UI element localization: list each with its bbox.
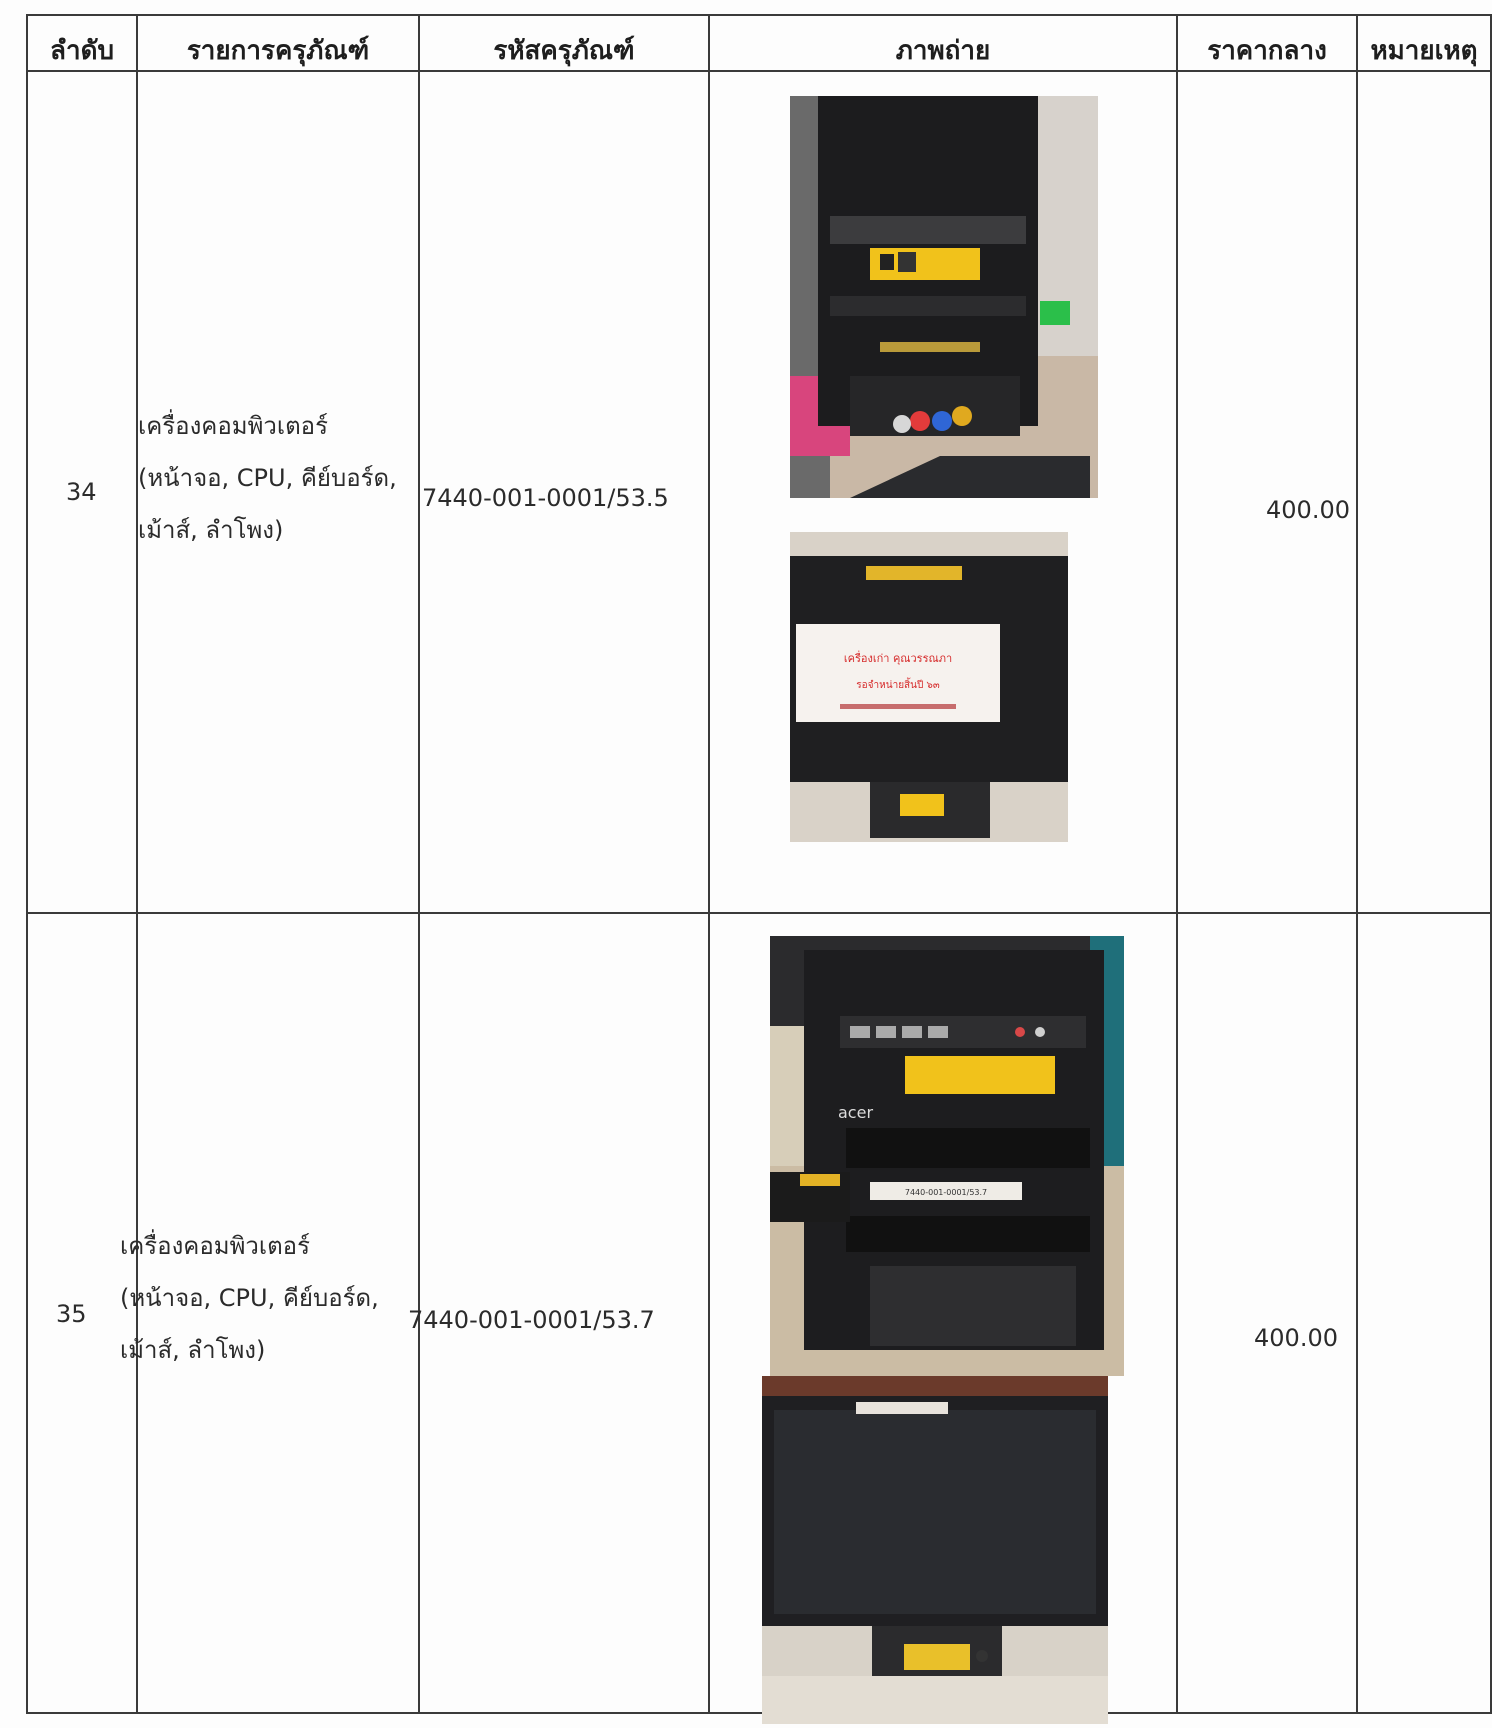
row-code: 7440-001-0001/53.5 [422, 484, 669, 512]
header-code: รหัสครุภัณฑ์ [493, 36, 635, 66]
row-item-description [120, 1220, 410, 1376]
brand-logo: acer [838, 1103, 874, 1122]
column-divider [1176, 14, 1178, 1714]
table-border-left [26, 14, 28, 1714]
asset-table [26, 14, 1492, 1714]
column-divider [136, 14, 138, 1714]
row-order: 35 [56, 1300, 87, 1328]
equipment-photo [770, 936, 1124, 1376]
table-border-top [26, 14, 1492, 16]
header-photo: ภาพถ่าย [895, 36, 991, 66]
item-line: เม้าส์, ลำโพง) [138, 516, 284, 544]
row-code: 7440-001-0001/53.7 [408, 1306, 655, 1334]
row-divider [26, 912, 1492, 914]
equipment-photo [762, 1376, 1108, 1724]
sign-line: รอจำหน่ายสิ้นปี ๖๓ [856, 680, 940, 691]
row-price: 400.00 [1266, 496, 1350, 524]
column-divider [708, 14, 710, 1714]
equipment-photo [790, 532, 1068, 842]
item-line: (หน้าจอ, CPU, คีย์บอร์ด, [138, 464, 397, 492]
header-remark: หมายเหตุ [1370, 36, 1478, 66]
header-item: รายการครุภัณฑ์ [186, 36, 370, 66]
header-price: ราคากลาง [1207, 36, 1327, 66]
row-order: 34 [66, 478, 97, 506]
equipment-photo [790, 96, 1098, 498]
header-order: ลำดับ [50, 36, 114, 66]
row-price: 400.00 [1254, 1324, 1338, 1352]
item-line: (หน้าจอ, CPU, คีย์บอร์ด, [120, 1284, 379, 1312]
item-line: เครื่องคอมพิวเตอร์ [138, 412, 328, 440]
column-divider [1356, 14, 1358, 1714]
sign-line: เครื่องเก่า คุณวรรณภา [843, 652, 953, 665]
asset-label: 7440-001-0001/53.7 [904, 1188, 988, 1197]
table-border-bottom [26, 1712, 1492, 1714]
column-divider [418, 14, 420, 1714]
item-line: เม้าส์, ลำโพง) [120, 1336, 266, 1364]
item-line: เครื่องคอมพิวเตอร์ [120, 1232, 310, 1260]
row-item-description [138, 400, 416, 556]
